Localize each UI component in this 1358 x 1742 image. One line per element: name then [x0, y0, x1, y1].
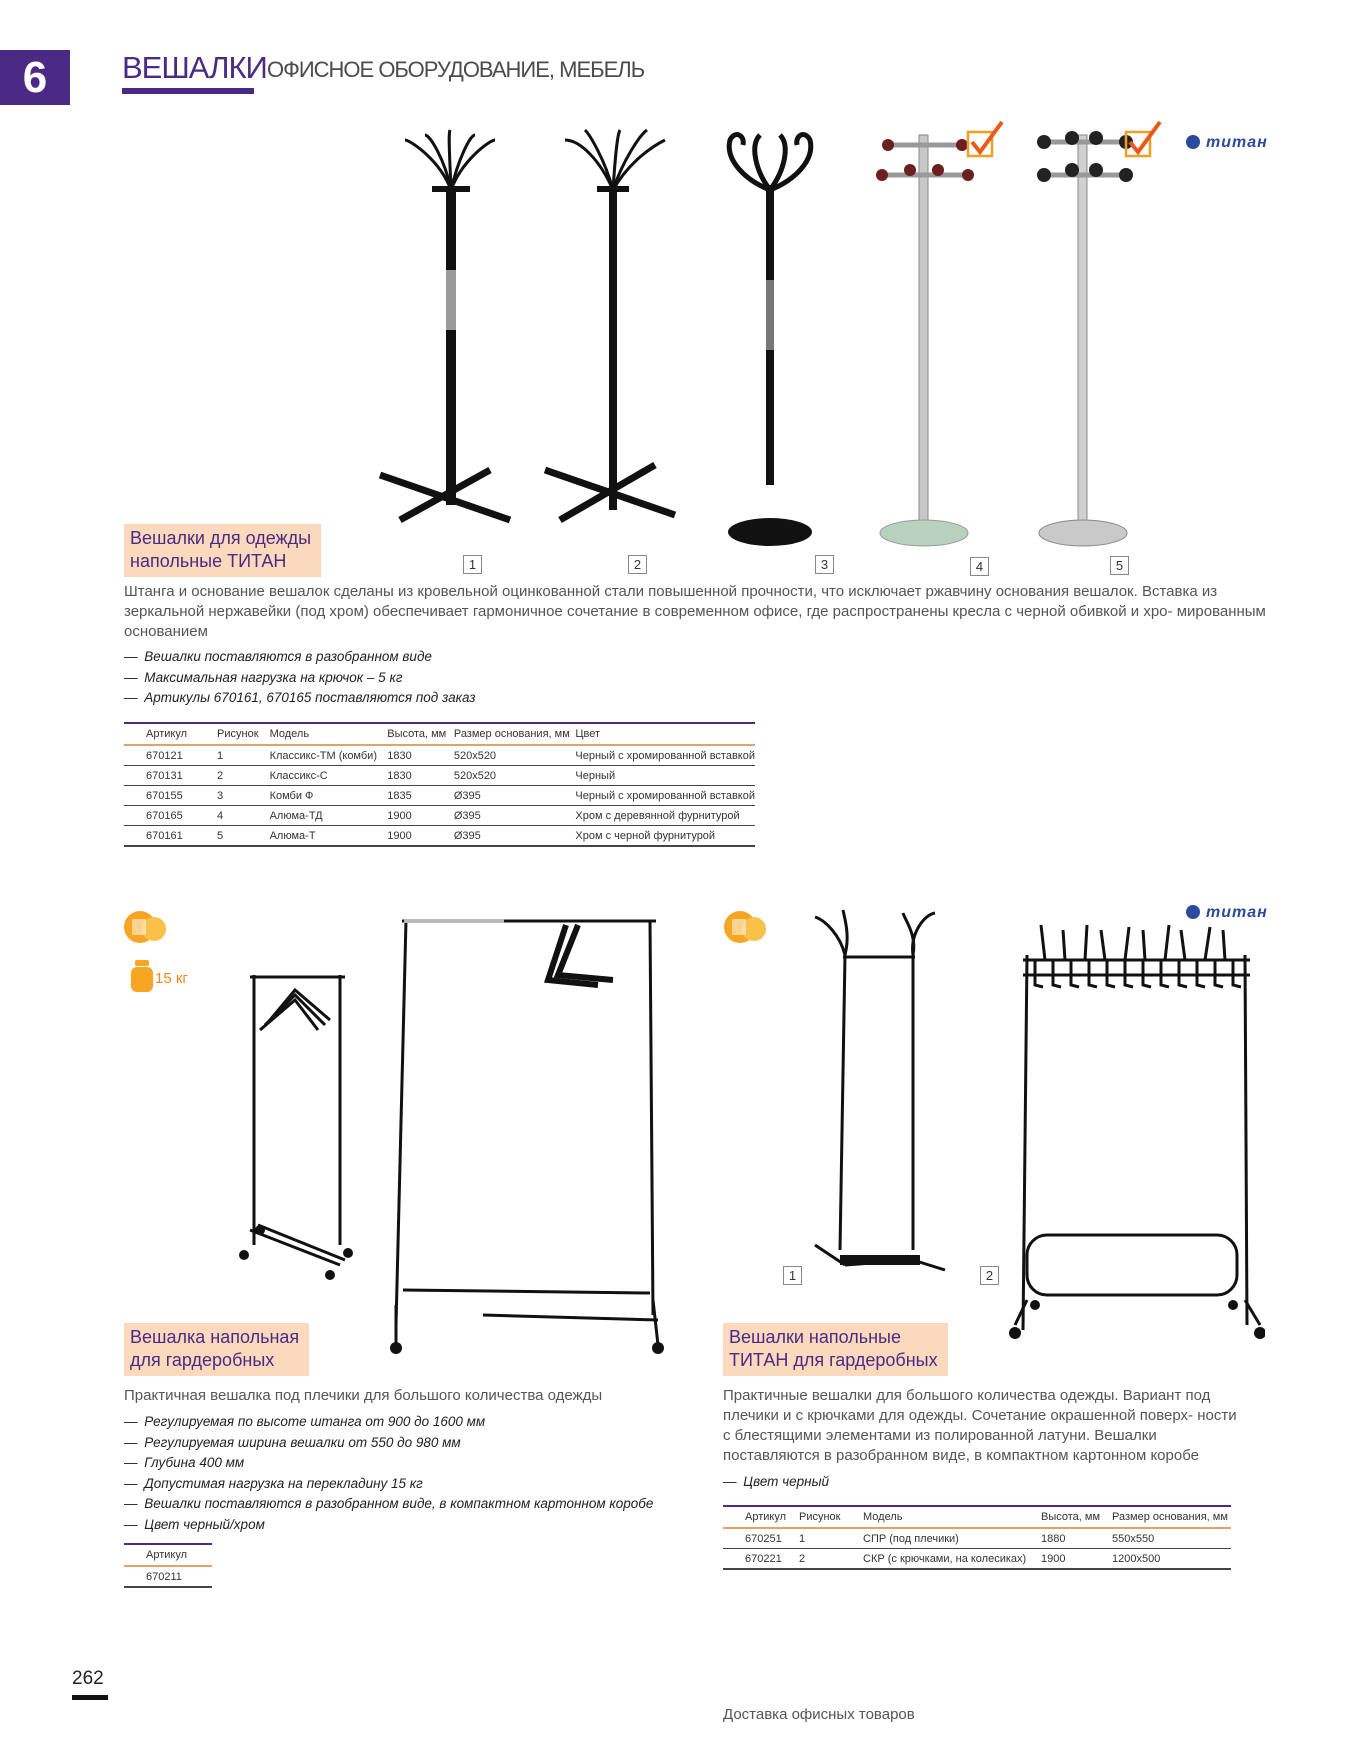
table-cell: 5 — [217, 826, 270, 847]
table-cell: Ø395 — [454, 806, 576, 826]
page-title: ВЕШАЛКИ — [122, 50, 267, 85]
image-label: 1 — [783, 1266, 802, 1285]
table-header: Артикул — [723, 1506, 799, 1528]
image-label: 3 — [815, 555, 834, 574]
table-cell: 1835 — [387, 786, 454, 806]
table-cell: 670221 — [723, 1549, 799, 1570]
table-row — [124, 1566, 212, 1587]
assembly-icon — [122, 905, 170, 949]
table-cell: 1 — [217, 745, 270, 766]
weight-icon — [130, 958, 154, 994]
title-underline — [122, 88, 254, 94]
coat-rack-skr-image — [1005, 905, 1265, 1355]
table-cell: 2 — [217, 766, 270, 786]
table-cell: 670161 — [124, 826, 217, 847]
coat-stand-3-image — [715, 120, 825, 550]
table-cell: 1 — [799, 1528, 863, 1549]
table-cell: Алюма-ТД — [270, 806, 388, 826]
table-row — [124, 745, 755, 766]
table-cell: СКР (с крючками, на колесиках) — [863, 1549, 1041, 1570]
spec-table — [124, 722, 755, 847]
table-header: Размер основания, мм — [454, 723, 576, 745]
table-header: Модель — [270, 723, 388, 745]
list-item: — Вешалки поставляются в разобранном виде, в компактном картонном коробе — [124, 1494, 653, 1515]
weight-badge: 15 кг — [155, 970, 188, 987]
table-row — [124, 786, 755, 806]
list-item: — Регулируемая ширина вешалки от 550 до 980 мм — [124, 1433, 653, 1454]
section-heading-line: Вешалка напольная — [130, 1327, 300, 1347]
page-subtitle: ОФИСНОЕ ОБОРУДОВАНИЕ, МЕБЕЛЬ — [267, 57, 645, 82]
list-item: — Допустимая нагрузка на перекладину 15 кг — [124, 1474, 653, 1495]
section-heading-line: Вешалки напольные — [729, 1327, 901, 1347]
coat-stand-5-image — [1030, 120, 1140, 550]
brand-logo-icon — [1186, 135, 1200, 149]
table-cell: 520x520 — [454, 745, 576, 766]
table-cell: 1900 — [387, 826, 454, 847]
table-cell: Классикс-С — [270, 766, 388, 786]
section-heading-line: для гардеробных — [130, 1350, 275, 1370]
image-label: 2 — [628, 555, 647, 574]
table-header: Размер основания, мм — [1112, 1506, 1231, 1528]
table-cell: 550x550 — [1112, 1528, 1231, 1549]
section-heading-line: напольные ТИТАН — [130, 551, 287, 571]
coat-stand-1-image — [370, 120, 520, 570]
table-cell: 1900 — [1041, 1549, 1112, 1570]
coat-rack-spr-image — [805, 905, 955, 1285]
table-cell: 3 — [217, 786, 270, 806]
assembly-icon — [722, 905, 770, 949]
table-cell: 670165 — [124, 806, 217, 826]
table-cell: Хром с черной фурнитурой — [575, 826, 755, 847]
table-cell: Ø395 — [454, 826, 576, 847]
table-header: Рисунок — [217, 723, 270, 745]
bullet-list — [124, 1412, 653, 1536]
bullet-list — [723, 1472, 829, 1493]
list-item: — Вешалки поставляются в разобранном виде — [124, 647, 475, 668]
brand-logo: mumaн — [1186, 134, 1268, 152]
table-header: Рисунок — [799, 1506, 863, 1528]
table-row — [124, 806, 755, 826]
list-item: — Цвет черный — [723, 1472, 829, 1493]
chapter-number: 6 — [0, 50, 70, 105]
table-cell: Черный — [575, 766, 755, 786]
image-label: 2 — [980, 1266, 999, 1285]
table-cell: 670251 — [723, 1528, 799, 1549]
table-cell: 4 — [217, 806, 270, 826]
brand-logo: mumaн — [1186, 904, 1268, 922]
section-heading-line: Вешалки для одежды — [130, 528, 312, 548]
table-cell: Черный с хромированной вставкой — [575, 786, 755, 806]
list-item: — Цвет черный/хром — [124, 1515, 653, 1536]
table-header-row — [124, 723, 755, 745]
table-row — [723, 1549, 1231, 1570]
checkmark-icon — [1124, 118, 1164, 162]
table-cell: 1830 — [387, 766, 454, 786]
table-cell: 1200x500 — [1112, 1549, 1231, 1570]
list-item: — Артикулы 670161, 670165 поставляются под заказ — [124, 688, 475, 709]
table-cell: 520x520 — [454, 766, 576, 786]
table-cell: 670121 — [124, 745, 217, 766]
table-cell: СПР (под плечики) — [863, 1528, 1041, 1549]
garment-rack-small-image — [230, 965, 360, 1290]
table-header: Артикул — [124, 1544, 212, 1566]
table-cell: Хром с деревянной фурнитурой — [575, 806, 755, 826]
section-heading-line: ТИТАН для гардеробных — [729, 1350, 938, 1370]
list-item: — Максимальная нагрузка на крючок – 5 кг — [124, 668, 475, 689]
table-header: Цвет — [575, 723, 755, 745]
section-description: Штанга и основание вешалок сделаны из кровельной оцинкованной стали повышенной прочности, что исключает ржавчину основания вешалок. Вставка из зеркальной нержавейки (под хром) обеспечивает гармоничное сочетание в современном офисе, где распространены кресла с черной обивкой и хро- мированным основанием — [124, 583, 1266, 640]
table-row — [124, 826, 755, 847]
spec-table — [124, 1543, 212, 1588]
table-header: Высота, мм — [1041, 1506, 1112, 1528]
table-cell: Черный с хромированной вставкой — [575, 745, 755, 766]
image-label: 1 — [463, 555, 482, 574]
table-cell: 1900 — [387, 806, 454, 826]
table-cell: Ø395 — [454, 786, 576, 806]
list-item: — Регулируемая по высоте штанга от 900 до 1600 мм — [124, 1412, 653, 1433]
spec-table — [723, 1505, 1231, 1570]
table-cell: 1830 — [387, 745, 454, 766]
section-heading — [124, 1323, 309, 1376]
table-header: Артикул — [124, 723, 217, 745]
table-cell: 670155 — [124, 786, 217, 806]
list-item: — Глубина 400 мм — [124, 1453, 653, 1474]
table-cell: 670211 — [124, 1566, 212, 1587]
table-cell: 670131 — [124, 766, 217, 786]
table-cell: 2 — [799, 1549, 863, 1570]
table-cell: Комби Ф — [270, 786, 388, 806]
checkmark-icon — [966, 118, 1006, 162]
page-number-bar — [72, 1695, 108, 1700]
bullet-list — [124, 647, 475, 709]
table-cell: Алюма-Т — [270, 826, 388, 847]
table-header-row — [124, 1544, 212, 1566]
coat-stand-4-image — [870, 120, 980, 550]
table-row — [124, 766, 755, 786]
coat-stand-2-image — [535, 120, 685, 570]
table-row — [723, 1528, 1231, 1549]
image-label: 5 — [1110, 556, 1129, 575]
section-description: Практичные вешалки для большого количества одежды. Вариант под плечики и с крючками для одежды. Сочетание окрашенной поверх- ности с блестящими элементами из полированной латуни. Вешалки поставляются в разобранном виде, в компактном картонном коробе — [723, 1387, 1237, 1464]
table-header: Высота, мм — [387, 723, 454, 745]
image-label: 4 — [970, 557, 989, 576]
garment-rack-large-image — [388, 905, 668, 1355]
table-header: Модель — [863, 1506, 1041, 1528]
section-heading — [124, 524, 321, 577]
page-number: 262 — [72, 1668, 104, 1689]
table-cell: 1880 — [1041, 1528, 1112, 1549]
section-description: Практичная вешалка под плечики для большого количества одежды — [124, 1387, 603, 1404]
section-heading — [723, 1323, 948, 1376]
footer-text: Доставка офисных товаров — [723, 1706, 915, 1723]
table-header-row — [723, 1506, 1231, 1528]
table-cell: Классикс-ТМ (комби) — [270, 745, 388, 766]
